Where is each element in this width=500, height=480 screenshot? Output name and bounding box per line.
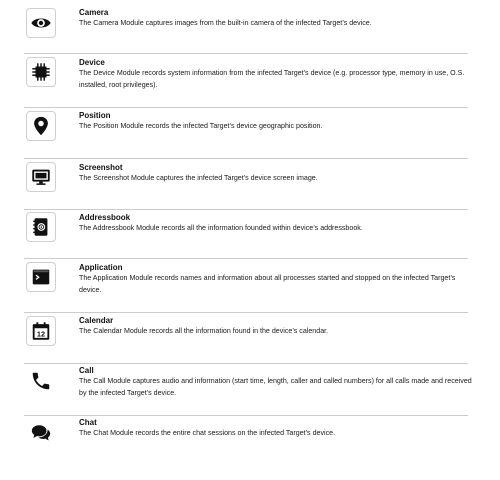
chat-bubbles-icon <box>26 418 56 448</box>
module-title: Chat <box>79 418 97 427</box>
divider <box>24 312 468 313</box>
application-window-icon <box>26 262 56 292</box>
divider <box>24 363 468 364</box>
chip-icon <box>26 57 56 87</box>
divider <box>24 53 468 54</box>
module-title: Device <box>79 58 105 67</box>
module-title: Call <box>79 366 94 375</box>
map-pin-icon <box>26 111 56 141</box>
divider <box>24 258 468 259</box>
divider <box>24 107 468 108</box>
address-book-icon <box>26 212 56 242</box>
module-title: Camera <box>79 8 109 17</box>
divider <box>24 415 468 416</box>
module-description: The Application Module records names and information about all processes started and stopped on the infected Target’s device. <box>79 274 456 294</box>
divider <box>24 158 468 159</box>
module-title: Screenshot <box>79 163 123 172</box>
module-title: Calendar <box>79 316 114 325</box>
module-description: The Position Module records the infected Target’s device geographic position. <box>79 122 323 130</box>
module-description: The Screenshot Module captures the infected Target’s device screen image. <box>79 174 318 182</box>
module-description: The Addressbook Module records all the information founded within device’s addressbook. <box>79 224 363 232</box>
module-description: The Chat Module records the entire chat sessions on the infected Target’s device. <box>79 429 336 437</box>
module-description: The Device Module records system information from the infected Target’s device (e.g. processor type, memory in use, O.S. installed, root privileges). <box>79 69 465 89</box>
module-description: The Calendar Module records all the information found in the device’s calendar. <box>79 327 329 335</box>
module-title: Position <box>79 111 111 120</box>
module-title: Application <box>79 263 123 272</box>
module-title: Addressbook <box>79 213 131 222</box>
module-description: The Camera Module captures images from the built-in camera of the infected Target’s device. <box>79 19 372 27</box>
calendar-icon <box>26 316 56 346</box>
eye-icon <box>26 8 56 38</box>
calendar-day-text: 12 <box>36 329 46 339</box>
divider <box>24 209 468 210</box>
phone-icon <box>26 366 56 396</box>
monitor-icon <box>26 162 56 192</box>
module-description: The Call Module captures audio and information (start time, length, caller and called numbers) for all calls made and received by the infected Target’s device. <box>79 377 472 397</box>
